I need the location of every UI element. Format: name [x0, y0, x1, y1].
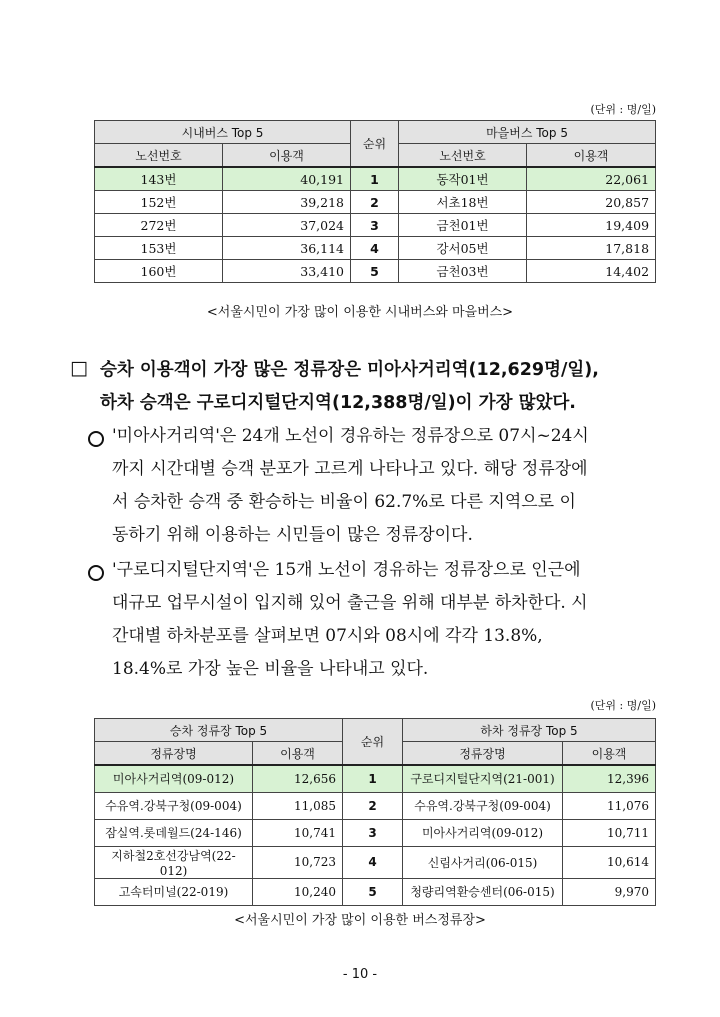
- table-row: [95, 765, 656, 792]
- passenger-count: 10,711: [563, 819, 656, 846]
- paragraph-line: 간대별 하차분포를 살펴보면 07시와 08시에 각각 13.8%,: [112, 626, 543, 646]
- route-number: 서초18번: [399, 191, 527, 214]
- rank-cell: 4: [343, 846, 403, 878]
- rank-cell: 3: [351, 214, 399, 237]
- paragraph-miasageori: [112, 420, 660, 552]
- table-row: [95, 878, 656, 905]
- stop-name: 미아사거리역(09-012): [95, 765, 253, 792]
- route-number: 금천01번: [399, 214, 527, 237]
- col-header: 정류장명: [403, 742, 563, 766]
- table-row: [95, 792, 656, 819]
- passenger-count: 20,857: [527, 191, 656, 214]
- route-number: 금천03번: [399, 260, 527, 283]
- table-row: [95, 167, 656, 191]
- table2-caption: <서울시민이 가장 많이 이용한 버스정류장>: [234, 913, 486, 928]
- passenger-count: 19,409: [527, 214, 656, 237]
- table-row: [95, 191, 656, 214]
- passenger-count: 37,024: [223, 214, 351, 237]
- paragraph-line: 동하기 위해 이용하는 시민들이 많은 정류장이다.: [112, 525, 473, 545]
- passenger-count: 12,396: [563, 765, 656, 792]
- rank-cell: 2: [351, 191, 399, 214]
- rank-cell: 3: [343, 819, 403, 846]
- section-heading: [100, 354, 660, 420]
- circle-bullet-icon: [88, 565, 104, 581]
- paragraph-line: 18.4%로 가장 높은 비율을 나타내고 있다.: [112, 659, 429, 679]
- passenger-count: 17,818: [527, 237, 656, 260]
- passenger-count: 14,402: [527, 260, 656, 283]
- col-header: 이용객: [563, 742, 656, 766]
- col-header: 정류장명: [95, 742, 253, 766]
- heading-line: 승차 이용객이 가장 많은 정류장은 미아사거리역(12,629명/일),: [100, 360, 599, 380]
- rank-cell: 2: [343, 792, 403, 819]
- stop-name: 구로디지털단지역(21-001): [403, 765, 563, 792]
- passenger-count: 39,218: [223, 191, 351, 214]
- col-header: 노선번호: [95, 144, 223, 168]
- circle-bullet-icon: [88, 431, 104, 447]
- stop-name: 청량리역환승센터(06-015): [403, 878, 563, 905]
- passenger-count: 33,410: [223, 260, 351, 283]
- paragraph-line: 서 승차한 승객 중 환승하는 비율이 62.7%로 다른 지역으로 이: [112, 492, 576, 512]
- passenger-count: 10,614: [563, 846, 656, 878]
- passenger-count: 10,741: [253, 819, 343, 846]
- route-number: 152번: [95, 191, 223, 214]
- unit-label: (단위 : 명/일): [590, 103, 656, 116]
- rank-cell: 4: [351, 237, 399, 260]
- boarding-group-header: 승차 정류장 Top 5: [95, 719, 343, 742]
- stop-name: 고속터미널(22-019): [95, 878, 253, 905]
- stop-name: 미아사거리역(09-012): [403, 819, 563, 846]
- paragraph-line: 까지 시간대별 승객 분포가 고르게 나타나고 있다. 해당 정류장에: [112, 459, 588, 479]
- village-bus-group-header: 마을버스 Top 5: [399, 121, 656, 144]
- rank-header: 순위: [343, 719, 403, 766]
- rank-header: 순위: [351, 121, 399, 168]
- rank-cell: 5: [343, 878, 403, 905]
- bus-top5-table: [94, 120, 656, 283]
- page-number: - 10 -: [342, 967, 378, 982]
- col-header: 이용객: [527, 144, 656, 168]
- rank-cell: 1: [343, 765, 403, 792]
- bus-stop-top5-table: [94, 718, 656, 906]
- passenger-count: 10,240: [253, 878, 343, 905]
- paragraph-line: '미아사거리역'은 24개 노선이 경유하는 정류장으로 07시~24시: [112, 426, 589, 446]
- city-bus-group-header: 시내버스 Top 5: [95, 121, 351, 144]
- passenger-count: 11,085: [253, 792, 343, 819]
- table-row: [95, 260, 656, 283]
- alighting-group-header: 하차 정류장 Top 5: [403, 719, 656, 742]
- passenger-count: 11,076: [563, 792, 656, 819]
- route-number: 160번: [95, 260, 223, 283]
- paragraph-guro: [112, 554, 660, 686]
- stop-name: 신림사거리(06-015): [403, 846, 563, 878]
- passenger-count: 9,970: [563, 878, 656, 905]
- table-row: [95, 819, 656, 846]
- heading-line: 하차 승객은 구로디지털단지역(12,388명/일)이 가장 많았다.: [100, 393, 576, 413]
- stop-name: 지하철2호선강남역(22-012): [95, 846, 253, 878]
- rank-cell: 1: [351, 167, 399, 191]
- passenger-count: 22,061: [527, 167, 656, 191]
- passenger-count: 36,114: [223, 237, 351, 260]
- unit-label: (단위 : 명/일): [590, 699, 656, 712]
- table-row: [95, 214, 656, 237]
- col-header: 이용객: [223, 144, 351, 168]
- stop-name: 수유역.강북구청(09-004): [403, 792, 563, 819]
- col-header: 이용객: [253, 742, 343, 766]
- route-number: 동작01번: [399, 167, 527, 191]
- passenger-count: 10,723: [253, 846, 343, 878]
- table1-caption: <서울시민이 가장 많이 이용한 시내버스와 마을버스>: [206, 305, 514, 320]
- square-bullet-icon: □: [70, 357, 88, 379]
- stop-name: 수유역.강북구청(09-004): [95, 792, 253, 819]
- paragraph-line: 대규모 업무시설이 입지해 있어 출근을 위해 대부분 하차한다. 시: [112, 593, 588, 613]
- route-number: 143번: [95, 167, 223, 191]
- route-number: 강서05번: [399, 237, 527, 260]
- route-number: 153번: [95, 237, 223, 260]
- col-header: 노선번호: [399, 144, 527, 168]
- rank-cell: 5: [351, 260, 399, 283]
- passenger-count: 40,191: [223, 167, 351, 191]
- table-row: [95, 846, 656, 878]
- passenger-count: 12,656: [253, 765, 343, 792]
- table-row: [95, 237, 656, 260]
- stop-name: 잠실역.롯데월드(24-146): [95, 819, 253, 846]
- paragraph-line: '구로디지털단지역'은 15개 노선이 경유하는 정류장으로 인근에: [112, 560, 581, 580]
- route-number: 272번: [95, 214, 223, 237]
